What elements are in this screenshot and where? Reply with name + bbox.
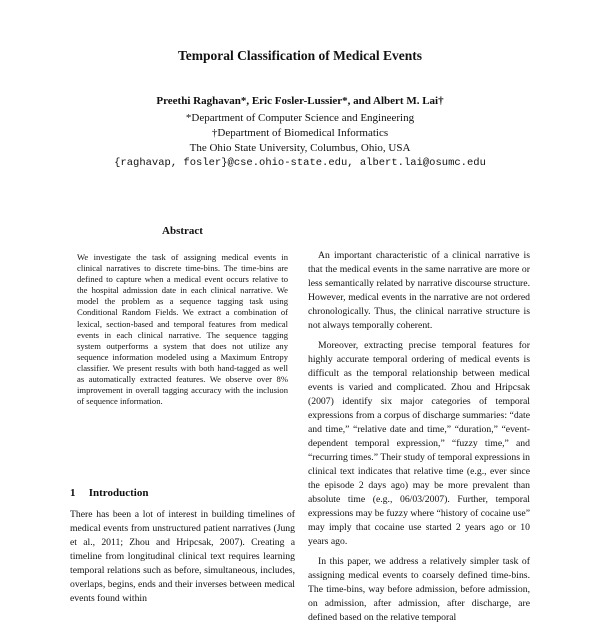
author-list: Preethi Raghavan*, Eric Fosler-Lussier*, and Albert M. Lai† xyxy=(156,95,444,107)
right-paragraph-2: Moreover, extracting precise temporal features for highly accurate temporal ordering of medical events is difficult as the temporal relationship between medical events is varied and complicated. Zhou and Hripcsak (2007) identify six major categories of temporal expressions from a corpus of discharge summaries: “date and time,” “relative date and time,” “duration,” “event-dependent temporal expression,” “fuzzy time,” and “recurring times.” Their study of temporal expressions in clinical text indicates that relative time (e.g., ever since the episode 2 days ago) may be more prevalent than absolute time (e.g., 06/03/2007). Further, temporal expressions may be fuzzy where “history of cocaine use” may imply that cocaine use started 2 years ago or 10 years ago. xyxy=(308,340,530,547)
right-paragraph-3: In this paper, we address a relatively simpler task of assigning medical events to coarsely defined time-bins. The time-bins, way before admission, before admission, on admission, after admission, after discharge, are defined based on the relative temporal xyxy=(308,556,530,623)
paper-title: Temporal Classification of Medical Events xyxy=(178,48,422,63)
section-number: 1 xyxy=(70,487,76,499)
right-paragraph-1: An important characteristic of a clinical narrative is that the medical events in the same narrative are more or less semantically related by narrative discourse structure. However, medical events in the narrative are not ordered chronologically. Thus, the clinical narrative structure is not always temporally coherent. xyxy=(308,250,530,331)
affiliation-university: The Ohio State University, Columbus, Ohio, USA xyxy=(189,142,411,154)
introduction-text: There has been a lot of interest in building timelines of medical events from unstructured patient narratives (Jung et al., 2011; Zhou and Hripcsak, 2007). Creating a timeline from longitudinal clinical text requires learning temporal relations such as before, simultaneous, includes, overlaps, begins, ends and their inverses between medical events found within xyxy=(70,509,295,604)
abstract-heading: Abstract xyxy=(162,225,203,237)
section-heading-introduction xyxy=(70,487,148,499)
author-emails: {raghavap, fosler}@cse.ohio-state.edu, albert.lai@osumc.edu xyxy=(114,157,486,169)
section-title: Introduction xyxy=(88,487,149,499)
abstract-text: We investigate the task of assigning medical events in clinical narratives to discrete time-bins. The time-bins are defined to capture when a medical event occurs relative to the hospital admission date in each clinical narrative. We model the problem as a sequence tagging task using Conditional Random Fields. We extract a combination of lexical, section-based and temporal features from medical events in each clinical narrative. The sequence tagging system outperforms a system that does not utilize any sequence information modeled using a Maximum Entropy classifier. We present results with both hand-tagged as well as automatically extracted features. We observe over 8% improvement in overall tagging accuracy with the inclusion of sequence information. xyxy=(77,252,288,407)
affiliation-cse: *Department of Computer Science and Engineering xyxy=(185,112,415,124)
affiliation-bmi: †Department of Biomedical Informatics xyxy=(211,127,389,139)
right-column xyxy=(308,249,530,631)
